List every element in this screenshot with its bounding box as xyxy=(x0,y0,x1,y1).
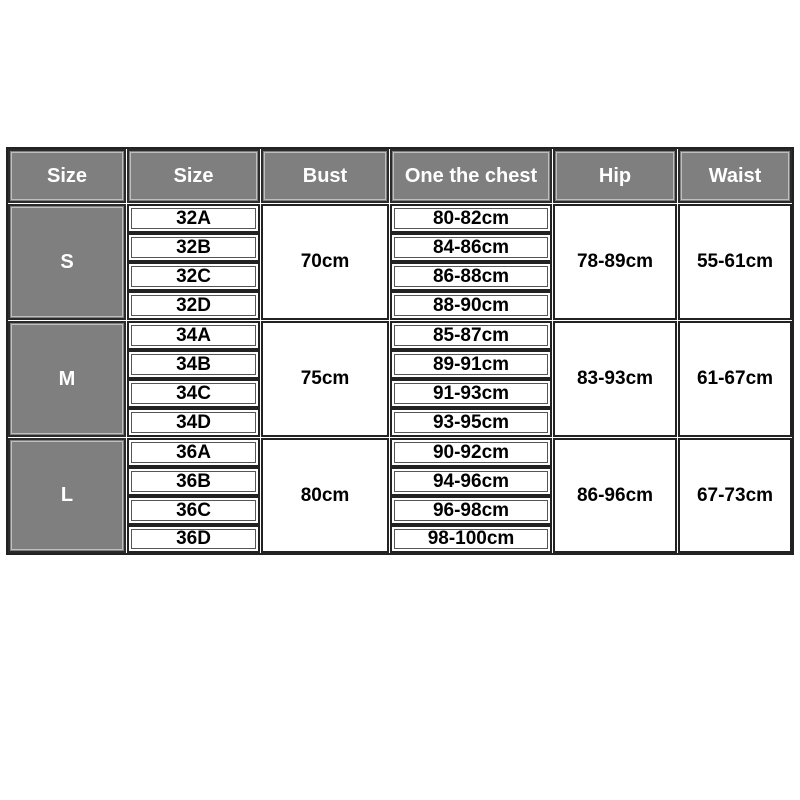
cup-34d: 34D xyxy=(127,408,260,437)
cup-32d: 32D xyxy=(127,291,260,320)
chest-34a: 85-87cm xyxy=(390,321,552,350)
cup-32c: 32C xyxy=(127,262,260,291)
group-size-l: L xyxy=(8,438,126,553)
cup-34b: 34B xyxy=(127,350,260,379)
group-m-waist: 61-67cm xyxy=(678,321,792,437)
group-l-waist: 67-73cm xyxy=(678,438,792,553)
group-m-hip: 83-93cm xyxy=(553,321,677,437)
cup-36a: 36A xyxy=(127,438,260,467)
cup-34a: 34A xyxy=(127,321,260,350)
group-s-bust: 70cm xyxy=(261,204,389,320)
chest-36d: 98-100cm xyxy=(390,525,552,553)
header-cup-size: Size xyxy=(127,149,260,203)
chest-32b: 84-86cm xyxy=(390,233,552,262)
cup-32b: 32B xyxy=(127,233,260,262)
header-size: Size xyxy=(8,149,126,203)
cup-32a: 32A xyxy=(127,204,260,233)
group-m-bust: 75cm xyxy=(261,321,389,437)
header-chest: One the chest xyxy=(390,149,552,203)
chest-34c: 91-93cm xyxy=(390,379,552,408)
cup-36c: 36C xyxy=(127,496,260,525)
chest-32c: 86-88cm xyxy=(390,262,552,291)
group-l-hip: 86-96cm xyxy=(553,438,677,553)
group-s-hip: 78-89cm xyxy=(553,204,677,320)
group-l-bust: 80cm xyxy=(261,438,389,553)
header-waist: Waist xyxy=(678,149,792,203)
chest-36a: 90-92cm xyxy=(390,438,552,467)
chest-34b: 89-91cm xyxy=(390,350,552,379)
cup-34c: 34C xyxy=(127,379,260,408)
group-size-m: M xyxy=(8,321,126,437)
header-hip: Hip xyxy=(553,149,677,203)
chest-32a: 80-82cm xyxy=(390,204,552,233)
cup-36d: 36D xyxy=(127,525,260,553)
header-bust: Bust xyxy=(261,149,389,203)
chest-32d: 88-90cm xyxy=(390,291,552,320)
chest-36c: 96-98cm xyxy=(390,496,552,525)
group-size-s: S xyxy=(8,204,126,320)
chest-34d: 93-95cm xyxy=(390,408,552,437)
cup-36b: 36B xyxy=(127,467,260,496)
chest-36b: 94-96cm xyxy=(390,467,552,496)
group-s-waist: 55-61cm xyxy=(678,204,792,320)
